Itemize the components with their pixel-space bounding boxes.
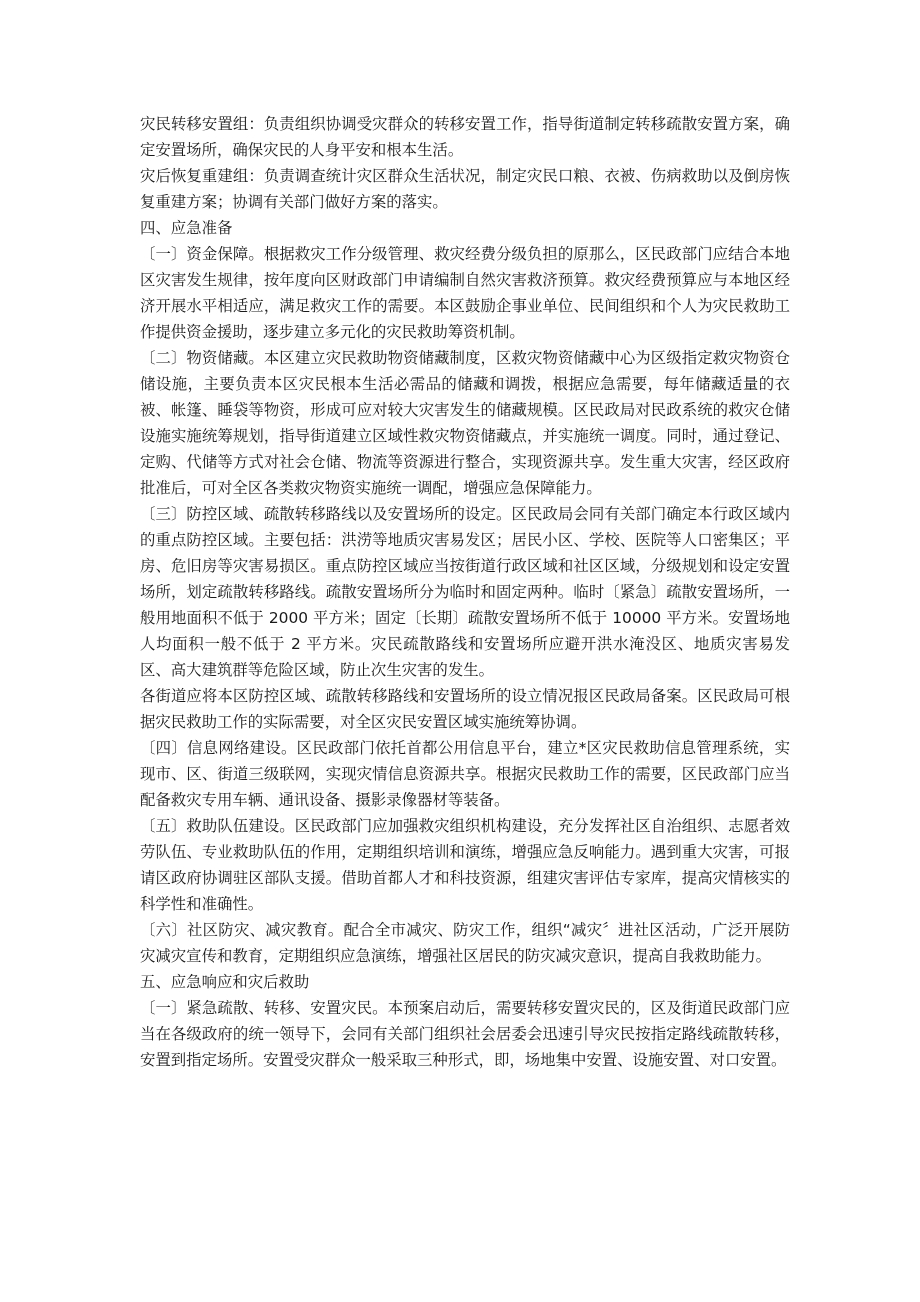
paragraph-funding-guarantee: 〔一〕资金保障。根据救灾工作分级管理、救灾经费分级负担的原那么，区民政部门应结合本地区灾害发生规律，按年度向区财政部门申请编制自然灾害救济预算。救灾经费预算应与本地区经济开展水平相适应，满足救灾工作的需要。本区鼓励企事业单位、民间组织和个人为灾民救助工作提供资金援助，逐步建立多元化的灾民救助筹资机制。	[140, 245, 790, 341]
paragraph-resettlement-group: 灾民转移安置组：负责组织协调受灾群众的转移安置工作，指导街道制定转移疏散安置方案，确定安置场所，确保灾民的人身平安和根本生活。	[140, 115, 790, 159]
paragraph-material-storage: 〔二〕物资储藏。本区建立灾民救助物资储藏制度，区救灾物资储藏中心为区级指定救灾物资仓储设施，主要负责本区灾民根本生活必需品的储藏和调拨，根据应急需要，每年储藏适量的衣被、帐篷、睡袋等物资，形成可应对较大灾害发生的储藏规模。区民政局对民政系统的救灾仓储设施实施统筹规划，指导街道建立区域性救灾物资储藏点，并实施统一调度。同时，通过登记、定购、代储等方式对社会仓储、物流等资源进行整合，实现资源共享。发生重大灾害，经区政府批准后，可对全区各类救灾物资实施统一调配，增强应急保障能力。	[140, 349, 790, 497]
paragraph-emergency-evacuation: 〔一〕紧急疏散、转移、安置灾民。本预案启动后，需要转移安置灾民的，区及街道民政部门应当在各级政府的统一领导下，会同有关部门组织社会居委会迅速引导灾民按指定路线疏散转移，安置到指定场所。安置受灾群众一般采取三种形式，即，场地集中安置、设施安置、对口安置。	[140, 999, 790, 1069]
paragraph-control-areas: 〔三〕防控区域、疏散转移路线以及安置场所的设定。区民政局会同有关部门确定本行政区域内的重点防控区域。主要包括：洪涝等地质灾害易发区；居民小区、学校、医院等人口密集区；平房、危旧房等灾害易损区。重点防控区域应当按街道行政区域和社区区域，分级规划和设定安置场所，划定疏散转移路线。疏散安置场所分为临时和固定两种。临时〔紧急〕疏散安置场所，一般用地面积不低于 2000 平方米；固定〔长期〕疏散安置场所不低于 10000 平方米。安置场地人均面积一般不低于 2 平方米。灾民疏散路线和安置场所应避开洪水淹没区、地质灾害易发区、高大建筑群等危险区域，防止次生灾害的发生。	[140, 505, 790, 679]
paragraph-reconstruction-group: 灾后恢复重建组：负责调查统计灾区群众生活状况，制定灾民口粮、衣被、伤病救助以及倒房恢复重建方案；协调有关部门做好方案的落实。	[140, 167, 790, 211]
section-heading-emergency-preparation: 四、应急准备	[140, 219, 233, 237]
document-body	[140, 111, 790, 1073]
paragraph-rescue-teams: 〔五〕救助队伍建设。区民政部门应加强救灾组织机构建设，充分发挥社区自治组织、志愿者效劳队伍、专业救助队伍的作用，定期组织培训和演练，增强应急反响能力。遇到重大灾害，可报请区政府协调驻区部队支援。借助首都人才和科技资源，组建灾害评估专家库，提高灾情核实的科学性和准确性。	[140, 817, 790, 913]
section-heading-emergency-response: 五、应急响应和灾后救助	[140, 973, 310, 991]
paragraph-street-filing: 各街道应将本区防控区域、疏散转移路线和安置场所的设立情况报区民政局备案。区民政局可根据灾民救助工作的实际需要，对全区灾民安置区域实施统筹协调。	[140, 687, 790, 731]
paragraph-community-education: 〔六〕社区防灾、减灾教育。配合全市减灾、防灾工作，组织“减灾〞进社区活动，广泛开展防灾减灾宣传和教育，定期组织应急演练，增强社区居民的防灾减灾意识，提高自我救助能力。	[140, 921, 790, 965]
paragraph-information-network: 〔四〕信息网络建设。区民政部门依托首都公用信息平台，建立*区灾民救助信息管理系统，实现市、区、街道三级联网，实现灾情信息资源共享。根据灾民救助工作的需要，区民政部门应当配备救灾专用车辆、通讯设备、摄影录像器材等装备。	[140, 739, 790, 809]
